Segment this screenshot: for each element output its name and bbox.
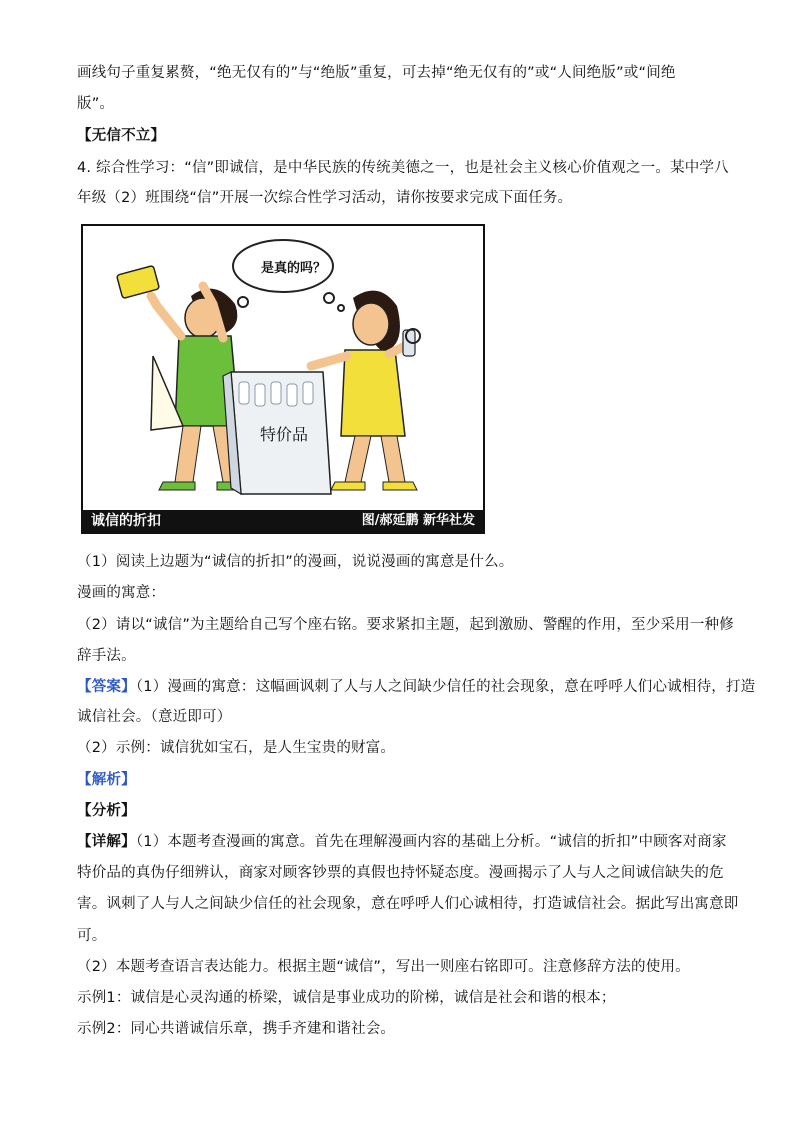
answer-tag: 【答案】 — [77, 679, 136, 695]
answer-line-3: （2）示例：诚信犹如宝石，是人生宝贵的财富。 — [77, 740, 396, 756]
cartoon-title: 诚信的折扣 — [91, 513, 161, 529]
detail-tag: 【详解】 — [77, 834, 136, 850]
fenxi-tag: 【分析】 — [77, 803, 136, 819]
task-2-line-1: （2）请以“诚信”为主题给自己写个座右铭。要求紧扣主题，起到激励、警醒的作用，至少采用一种修 — [77, 617, 734, 633]
detail-line-3: 害。讽刺了人与人之间缺少信任的社会现象，意在呼呼人们心诚相待，打造诚信社会。据此写出寓意即 — [77, 896, 739, 912]
box-label: 特价品 — [260, 425, 309, 444]
task-1: （1）阅读上边题为“诚信的折扣”的漫画，说说漫画的寓意是什么。 — [77, 554, 514, 570]
cartoon-credit: 图/郝延鹏 新华社发 — [361, 513, 475, 528]
example-2: 示例2：同心共谱诚信乐章，携手齐建和谐社会。 — [77, 1021, 396, 1037]
detail-text: （1）本题考查漫画的寓意。首先在理解漫画内容的基础上分析。“诚信的折扣”中顾客对商家 — [135, 834, 727, 850]
text-line: 版”。 — [77, 96, 115, 112]
detail-line-5: （2）本题考查语言表达能力。根据主题“诚信”，写出一则座右铭即可。注意修辞方法的使用。 — [77, 959, 690, 975]
answer-line-2: 诚信社会。（意近即可） — [77, 709, 232, 725]
analysis-tag: 【解析】 — [77, 772, 136, 788]
answer-text: （1）漫画的寓意：这幅画讽刺了人与人之间缺少信任的社会现象，意在呼呼人们心诚相待，打造 — [135, 679, 756, 695]
text-line: 画线句子重复累赘，“绝无仅有的”与“绝版”重复，可去掉“绝无仅有的”或“人间绝版”或“间绝 — [77, 65, 676, 81]
answer-line-1 — [77, 677, 756, 697]
question-4-line-1: 4. 综合性学习：“信”即诚信，是中华民族的传统美德之一，也是社会主义核心价值观之一。某中学八 — [77, 160, 729, 176]
detail-line-4: 可。 — [77, 928, 107, 944]
example-1: 示例1：诚信是心灵沟通的桥梁，诚信是事业成功的阶梯，诚信是社会和谐的根本； — [77, 990, 616, 1006]
task-1-answer-label: 漫画的寓意： — [77, 585, 166, 601]
task-2-line-2: 辞手法。 — [77, 648, 136, 664]
cartoon-caption-bar — [83, 510, 483, 532]
cartoon-image — [81, 224, 485, 534]
detail-line-2: 特价品的真伪仔细辨认，商家对顾客钞票的真假也持怀疑态度。漫画揭示了人与人之间诚信缺失的危 — [77, 865, 724, 881]
section-title: 【无信不立】 — [77, 128, 166, 144]
bubble-text: 是真的吗？ — [261, 261, 327, 276]
detail-line-1 — [77, 832, 727, 852]
question-4-line-2: 年级（2）班围绕“信”开展一次综合性学习活动，请你按要求完成下面任务。 — [77, 190, 573, 206]
